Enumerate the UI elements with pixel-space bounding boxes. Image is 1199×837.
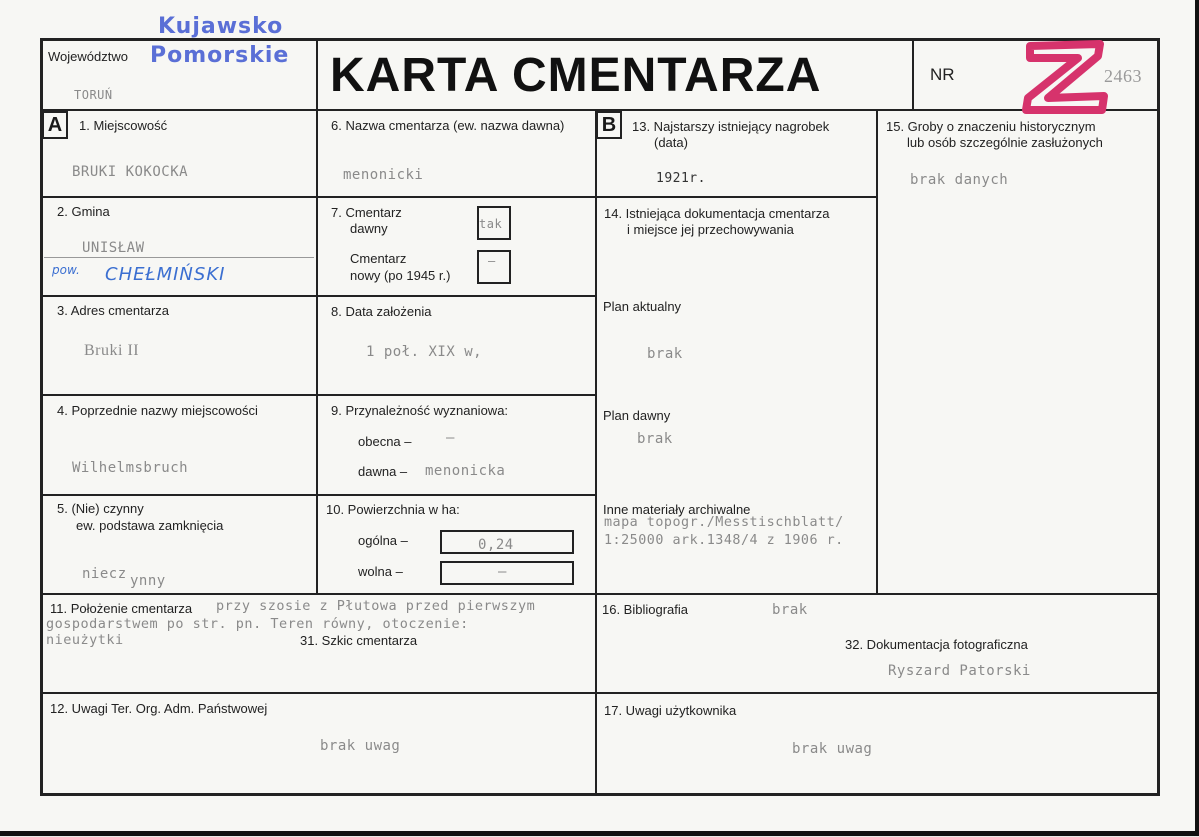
- f17-value: brak uwag: [792, 741, 873, 757]
- f9-current-value: –: [446, 430, 455, 446]
- f7-old-label-line2: dawny: [350, 221, 388, 236]
- frame-right: [1157, 38, 1160, 796]
- f11-line3: nieużytki: [46, 632, 124, 648]
- f32-value: Ryszard Patorski: [888, 663, 1031, 679]
- f7-old-value: tak: [479, 217, 503, 231]
- section-a-marker: A: [42, 111, 68, 139]
- f16-value: brak: [772, 602, 808, 618]
- row-line-4: [40, 494, 597, 496]
- f14-plan-old-label: Plan dawny: [603, 408, 671, 423]
- col-divider-1: [316, 38, 318, 595]
- f2-pow-value: CHEŁMIŃSKI: [105, 264, 226, 285]
- f11-line2: gospodarstwem po str. pn. Teren równy, otoczenie:: [46, 616, 469, 632]
- f6-label: 6. Nazwa cmentarza (ew. nazwa dawna): [331, 118, 565, 133]
- f13-label-line1: 13. Najstarszy istniejący nagrobek: [632, 119, 830, 134]
- f2-pow-prefix: pow.: [52, 263, 80, 277]
- f7-old-label-line1: 7. Cmentarz: [331, 205, 402, 220]
- voivodeship-label: Województwo: [48, 49, 128, 64]
- row-line-3: [40, 394, 597, 396]
- f13-value: 1921r.: [656, 171, 706, 186]
- f7-new-label-line1: Cmentarz: [350, 251, 407, 266]
- f9-former-value: menonicka: [425, 463, 506, 479]
- nr-z-letter: [1018, 38, 1108, 114]
- f14-other-line2: 1:25000 ark.1348/4 z 1906 r.: [604, 533, 844, 548]
- f14-other-label: Inne materiały archiwalne: [603, 502, 751, 517]
- f17-label: 17. Uwagi użytkownika: [604, 703, 737, 718]
- f10-free-box[interactable]: [440, 561, 574, 585]
- row-line-1: [40, 196, 877, 198]
- card-title: KARTA CMENTARZA: [330, 49, 822, 102]
- f12-label: 12. Uwagi Ter. Org. Adm. Państwowej: [50, 701, 268, 716]
- f15-label-line1: 15. Groby o znaczeniu historycznym: [886, 119, 1096, 134]
- f9-label: 9. Przynależność wyznaniowa:: [331, 403, 509, 418]
- f2-label: 2. Gmina: [57, 204, 110, 219]
- voivodeship-typed: TORUŃ: [74, 88, 113, 102]
- f9-former-label: dawna –: [358, 464, 408, 479]
- f13-label-line2: (data): [654, 135, 688, 150]
- row-line-2: [40, 295, 597, 297]
- f10-free-label: wolna –: [358, 564, 403, 579]
- row-line-6: [40, 692, 1160, 694]
- col-divider-3: [876, 109, 878, 595]
- f7-new-value: –: [488, 254, 496, 268]
- f8-label: 8. Data założenia: [331, 304, 432, 319]
- f14-plan-current-value: brak: [647, 346, 683, 362]
- f12-value: brak uwag: [320, 738, 401, 754]
- f14-other-line1: mapa topogr./Messtischblatt/: [604, 515, 844, 530]
- nr-label: NR: [930, 65, 955, 84]
- f7-new-label-line2: nowy (po 1945 r.): [350, 268, 451, 283]
- f9-current-label: obecna –: [358, 434, 412, 449]
- frame-left: [40, 38, 43, 796]
- f31-label: 31. Szkic cmentarza: [300, 633, 418, 648]
- voivodeship-stamp-line2: Pomorskie: [150, 43, 290, 68]
- f4-value: Wilhelmsbruch: [72, 460, 189, 476]
- f10-total-value: 0,24: [478, 537, 514, 553]
- gmina-underline: [44, 257, 314, 258]
- f8-value: 1 poł. XIX w,: [366, 344, 483, 360]
- f14-label-line2: i miejsce jej przechowywania: [627, 222, 794, 237]
- f14-plan-old-value: brak: [637, 431, 673, 447]
- section-b-marker: B: [596, 111, 622, 139]
- f4-label: 4. Poprzednie nazwy miejscowości: [57, 403, 258, 418]
- f5-value-b: ynny: [130, 573, 166, 589]
- f2-value: UNISŁAW: [82, 240, 145, 256]
- f10-label: 10. Powierzchnia w ha:: [326, 502, 460, 517]
- f1-value: BRUKI KOKOCKA: [72, 164, 189, 180]
- row-line-5: [40, 593, 1160, 595]
- f11-label: 11. Położenie cmentarza: [50, 601, 193, 616]
- f3-value: Bruki II: [84, 342, 140, 359]
- nr-value: 2463: [1104, 66, 1142, 86]
- f14-label-line1: 14. Istniejąca dokumentacja cmentarza: [604, 206, 830, 221]
- f10-total-label: ogólna –: [358, 533, 408, 548]
- f10-free-value: –: [498, 564, 507, 580]
- f14-plan-current-label: Plan aktualny: [603, 299, 682, 314]
- f15-label-line2: lub osób szczególnie zasłużonych: [907, 135, 1103, 150]
- frame-bottom: [40, 793, 1160, 796]
- f32-label: 32. Dokumentacja fotograficzna: [845, 637, 1028, 652]
- header-nr-divider: [912, 38, 914, 111]
- f1-label: 1. Miejscowość: [79, 118, 168, 133]
- f16-label: 16. Bibliografia: [602, 602, 688, 617]
- f5-label-line2: ew. podstawa zamknięcia: [76, 518, 224, 533]
- f3-label: 3. Adres cmentarza: [57, 303, 169, 318]
- f6-value: menonicki: [343, 167, 424, 183]
- f5-value-a: niecz: [82, 566, 127, 582]
- f11-line1: przy szosie z Płutowa przed pierwszym: [216, 598, 536, 614]
- f5-label-line1: 5. (Nie) czynny: [57, 501, 144, 516]
- voivodeship-stamp-line1: Kujawsko: [158, 14, 284, 39]
- f15-value: brak danych: [910, 172, 1009, 188]
